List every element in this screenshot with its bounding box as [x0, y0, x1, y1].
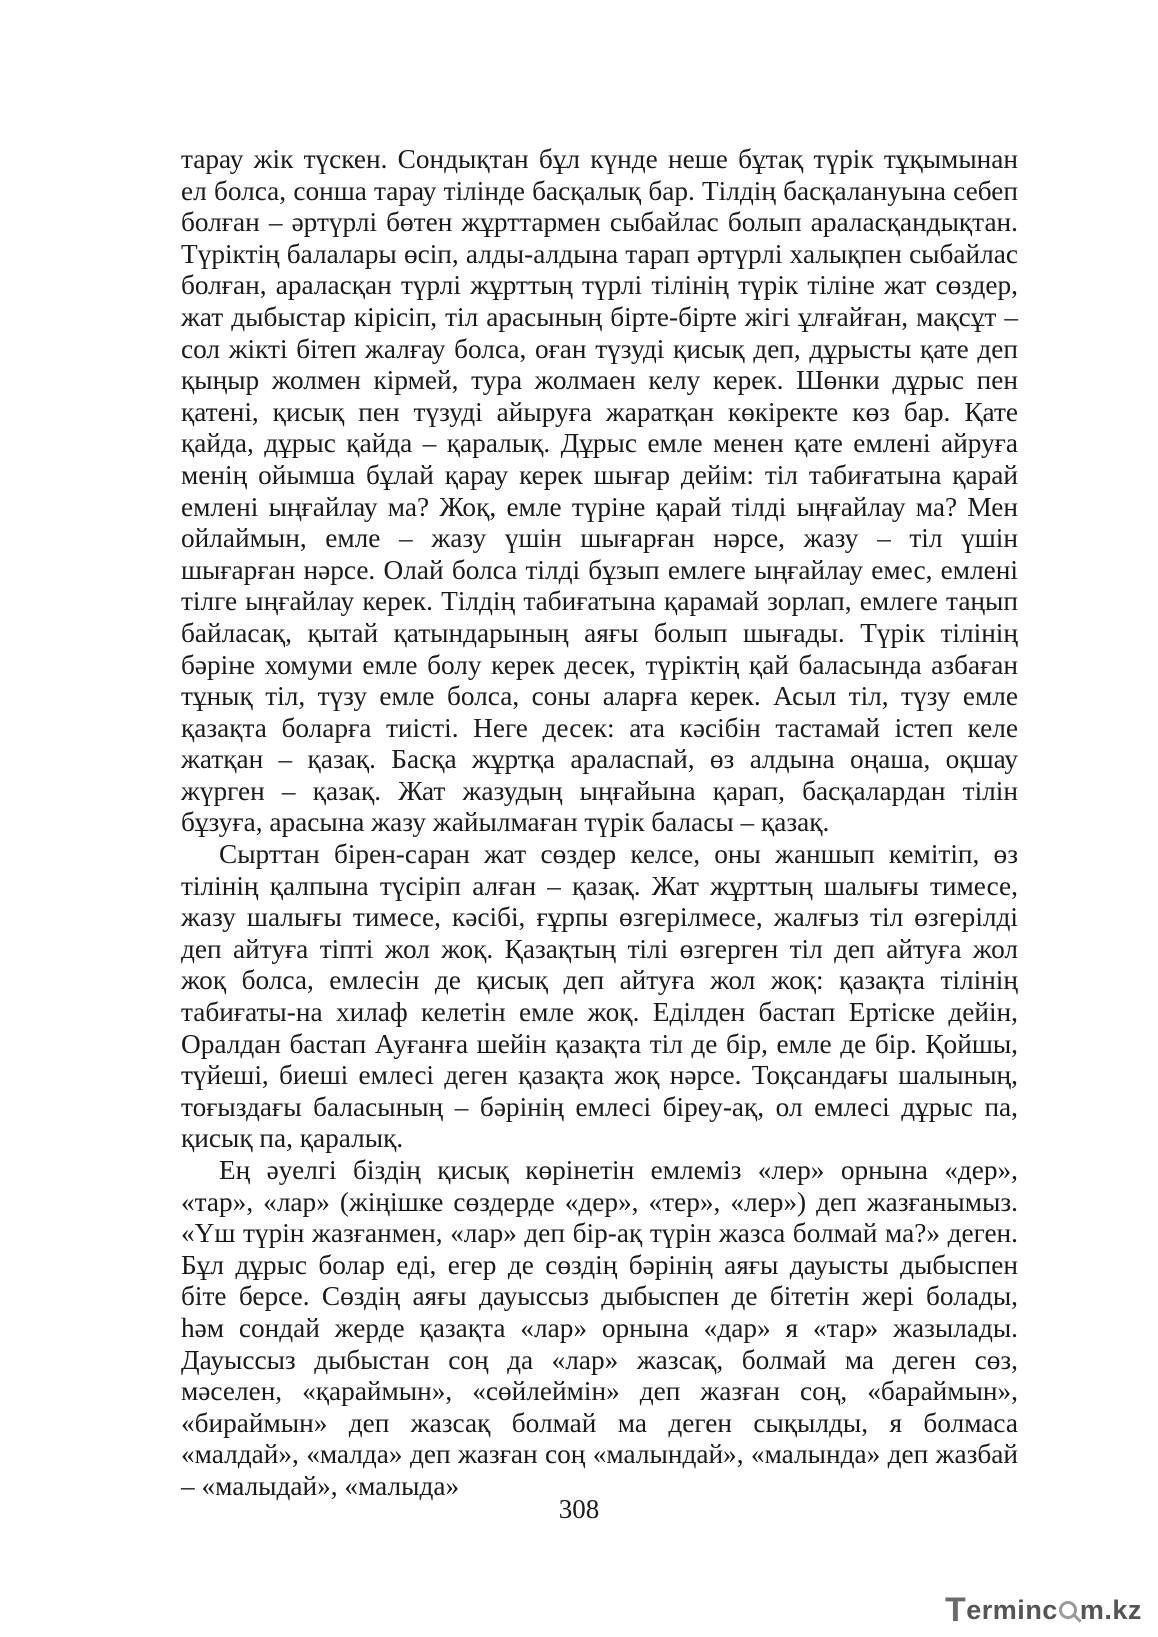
paragraph-2: Сырттан бірен-саран жат сөздер келсе, оны жаншып кемітіп, өз тілінің қалпына түсіріп алған – қазақ. Жат жұрттың шалығы тимесе, жазу шалығы тимесе, кәсібі, ғұрпы өзгерілмесе, жалғыз тіл өзгерілді деп айтуға тіпті жол жоқ. Қазақтың тілі өзгерген тіл деп айтуға жол жоқ болса, емлесін де қисық деп айтуға жол жоқ: қазақта тілінің табиғаты-на хилаф келетін емле жоқ. Еділден бастап Ертіске дейін, Оралдан бастап Ауғанға шейін қазақта тіл де бір, емле де бір. Қойшы, түйеші, биеші емлесі деген қазақта жоқ нәрсе. Тоқсандағы шалының, тоғыздағы баласының – бәрінің емлесі біреу-ақ, ол емлесі дұрыс па, қисық па, қаралық. [181, 839, 1018, 1154]
watermark-brand-middle: erminc [966, 1594, 1058, 1625]
paragraph-3: Ең әуелгі біздің қисық көрінетін емлеміз «лер» орнына «дер», «тар», «лар» (жіңішке сөздерде «дер», «тер», «лер») деп жазғанымыз. «Үш түрін жазғанмен, «лар» деп бір-ақ түрін жазса болмай ма?» деген. Бұл дұрыс болар еді, егер де сөздің бәрінің аяғы дауысты дыбыспен біте берсе. Сөздің аяғы дауыссыз дыбыспен де бітетін жері болады, һәм сондай жерде қазақта «лар» орнына «дар» я «тар» жазылады. Дауыссыз дыбыстан соң да «лар» жазсақ, болмай ма деген сөз, мәселен, «қараймын», «сөйлеймін» деп жазған соң, «бараймын», «бираймын» деп жазсақ болмай ма деген сықылды, я болмаса «малдай», «малда» деп жазған соң «малындай», «малында» деп жазбай – «малыдай», «малыда» [181, 1155, 1018, 1501]
page-number: 308 [558, 1494, 600, 1524]
watermark-t-letter: T [945, 1590, 967, 1629]
page-body [181, 144, 1018, 1503]
paragraph-1: тарау жік түскен. Сондықтан бұл күнде неше бұтақ түрік тұқымынан ел болса, сонша тарау тілінде басқалық бар. Тілдің басқалануына себеп болған – әртүрлі бөтен жұрттармен сыбайлас болып араласқандықтан. Түріктің балалары өсіп, алды-алдына тарап әртүрлі халықпен сыбайлас болған, араласқан түрлі жұрттың түрлі тілінің түрік тіліне жат сөздер, жат дыбыстар кірісіп, тіл арасының бірте-бірте жігі ұлғайған, мақсұт – сол жікті бітеп жалғау болса, оған түзуді қисық деп, дұрысты қате деп қыңыр жолмен кірмей, тура жолмаен келу керек. Шөнки дұрыс пен қатені, қисық пен түзуді айыруға жаратқан көкіректе көз бар. Қате қайда, дұрыс қайда – қаралық. Дұрыс емле менен қате емлені айруға менің ойымша бұлай қарау керек шығар дейім: тіл табиғатына қарай емлені ыңғайлау ма? Жоқ, емле түріне қарай тілді ыңғайлау ма? Мен ойлаймын, емле – жазу үшін шығарған нәрсе, жазу – тіл үшін шығарған нәрсе. Олай болса тілді бұзып емлеге ыңғайлау емес, емлені тілге ыңғайлау керек. Тілдің табиғатына қарамай зорлап, емлеге таңып байласақ, қытай қатындарының аяғы болып шығады. Түрік тілінің бәріне хомуми емле болу керек десек, түріктің қай баласында азбаған тұнық тіл, түзу емле болса, соны аларға керек. Асыл тіл, түзу емле қазақта боларға тиісті. Неге десек: ата кәсібін тастамай істеп келе жатқан – қазақ. Басқа жұртқа араласпай, өз алдына оңаша, оқшау жүрген – қазақ. Жат жазудың ыңғайына қарап, басқалардан тілін бұзуға, арасына жазу жайылмаған түрік баласы – қазақ. [181, 144, 1018, 838]
magnifier-icon [1059, 1601, 1077, 1619]
watermark-brand-suffix: m.kz [1079, 1594, 1142, 1625]
termincom-watermark [945, 1590, 1150, 1630]
